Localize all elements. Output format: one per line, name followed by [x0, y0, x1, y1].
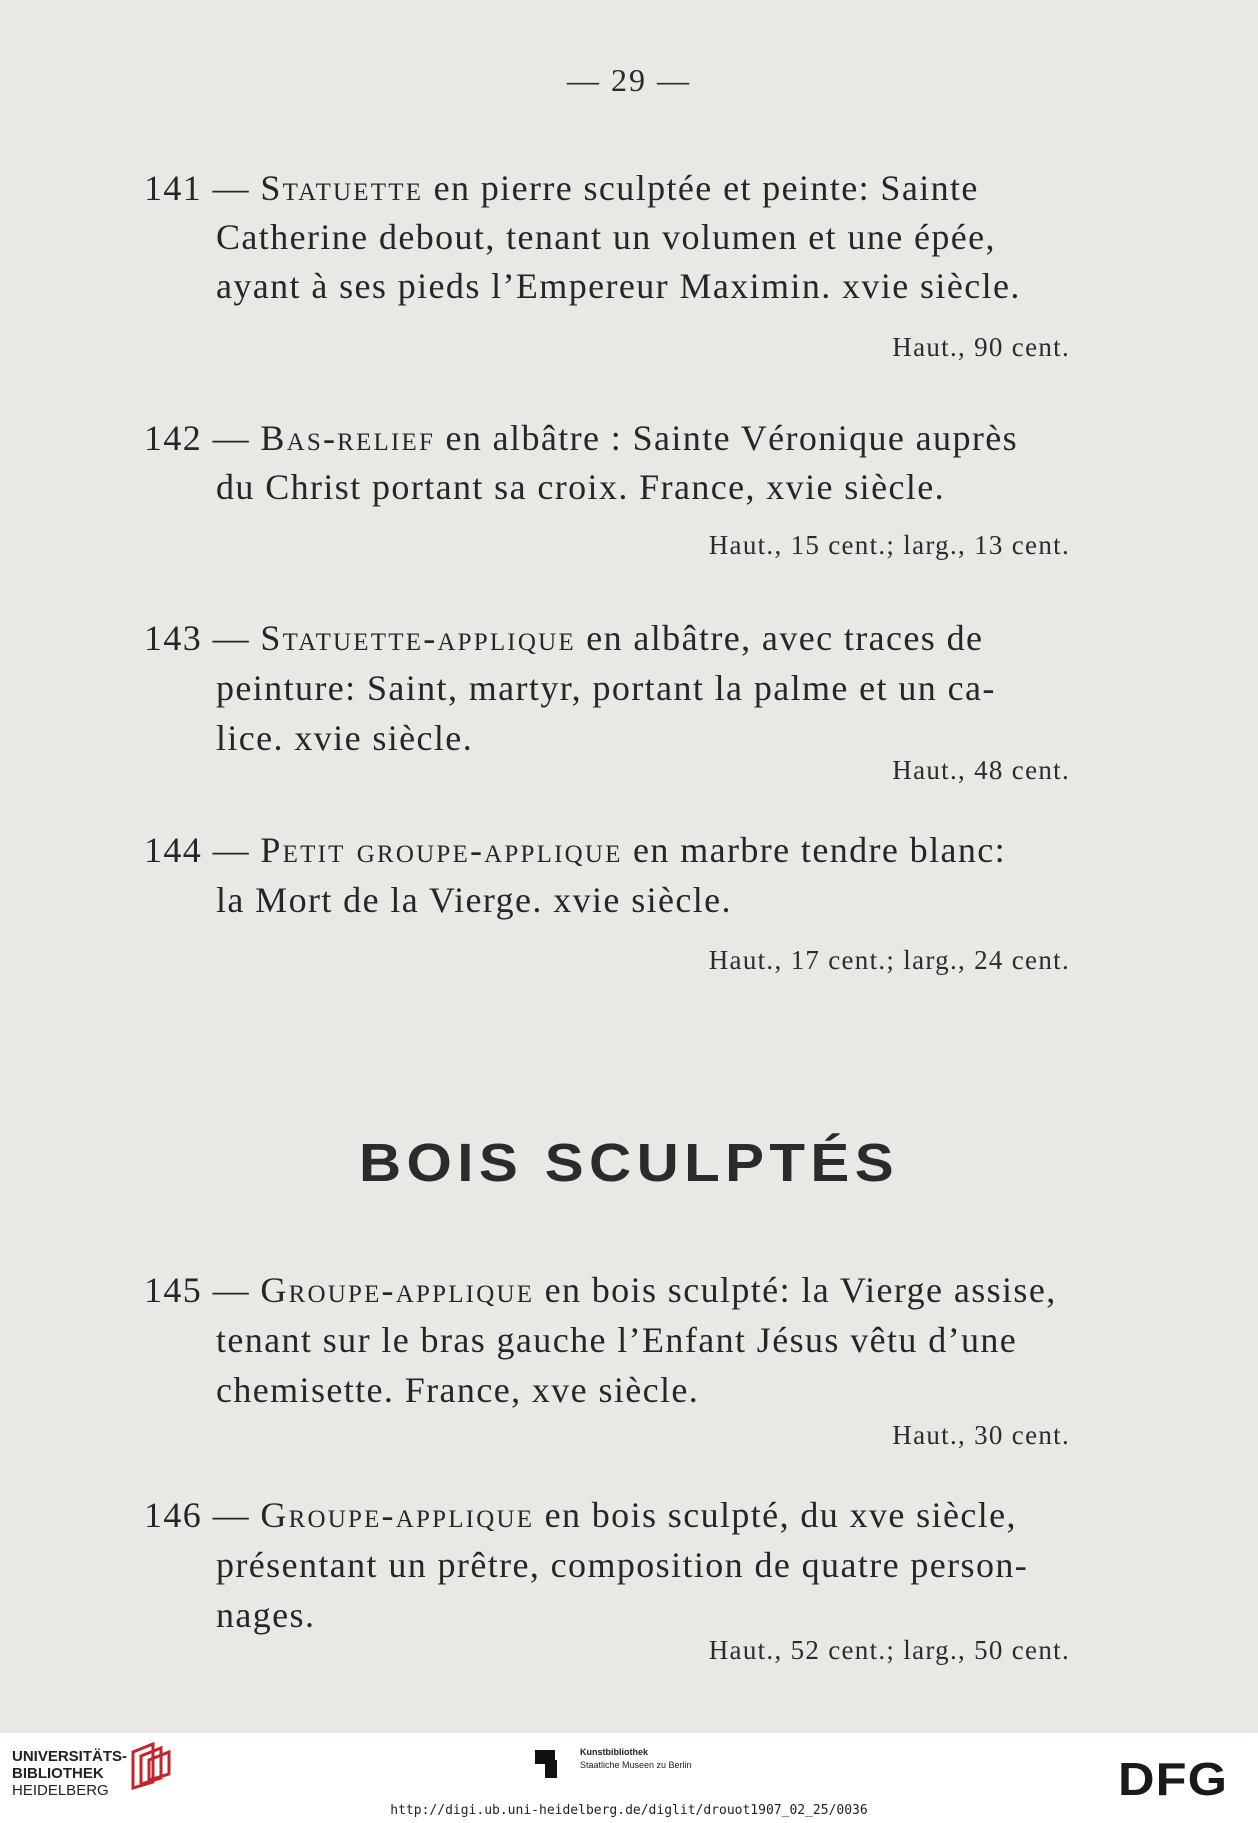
entry-text-line: tenant sur le bras gauche l’Enfant Jésus vêtu d’une [216, 1320, 1018, 1360]
entry-dimensions: Haut., 15 cent.; larg., 13 cent. [708, 530, 1070, 560]
entry-number: 142 [144, 418, 203, 458]
entry-first-line: 142 — Bas-relief en albâtre : Sainte Véronique auprès [144, 418, 1019, 458]
entry-number: 146 [144, 1495, 203, 1535]
entry-text: en pierre sculptée et peinte: Sainte [423, 168, 979, 208]
page-number: — 29 — [567, 62, 691, 98]
entry-head: Groupe-applique [260, 1270, 535, 1310]
library-line: HEIDELBERG [12, 1782, 109, 1799]
entry-head: Petit groupe-applique [260, 830, 623, 870]
entry-text-line: nages. [216, 1595, 316, 1635]
entry-dimensions: Haut., 48 cent. [892, 755, 1070, 785]
kb-name: Kunstbibliothek [580, 1747, 648, 1757]
entry-head: Bas-relief [260, 418, 436, 458]
entry-dimensions: Haut., 90 cent. [892, 332, 1070, 362]
dfg-logo: DFG [1118, 1753, 1229, 1805]
entry-text: en bois sculpté, du xve siècle, [534, 1495, 1017, 1535]
entry-head: Statuette-applique [260, 618, 576, 658]
entry-first-line: 141 — Statuette en pierre sculptée et peinte: Sainte [144, 168, 979, 208]
entry-text-line: chemisette. France, xve siècle. [216, 1370, 700, 1410]
library-line: UNIVERSITÄTS- [12, 1748, 128, 1765]
entry-dimensions: Haut., 17 cent.; larg., 24 cent. [708, 945, 1070, 975]
entry-text-line: Catherine debout, tenant un volumen et une épée, [216, 217, 996, 257]
entry-number: 143 [144, 618, 203, 658]
kunstbibliothek-text [580, 1746, 692, 1772]
entry-text-line: du Christ portant sa croix. France, xvie siècle. [216, 467, 946, 507]
entry-number: 141 [144, 168, 203, 208]
entry-text: en albâtre : Sainte Véronique auprès [435, 418, 1019, 458]
entry-text-line: lice. xvie siècle. [216, 718, 474, 758]
entry-head: Groupe-applique [260, 1495, 535, 1535]
kunstbibliothek-logo-icon [535, 1750, 571, 1780]
section-heading: BOIS SCULPTÉS [358, 1133, 900, 1193]
entry-text-line: présentant un prêtre, composition de quatre person- [216, 1545, 1029, 1585]
entry-head: Statuette [260, 168, 424, 208]
library-line: BIBLIOTHEK [12, 1765, 104, 1782]
entry-dimensions: Haut., 52 cent.; larg., 50 cent. [708, 1635, 1070, 1665]
entry-text-line: peinture: Saint, martyr, portant la palme et un ca- [216, 668, 996, 708]
entry-number: 144 [144, 830, 203, 870]
source-url[interactable]: http://digi.ub.uni-heidelberg.de/diglit/drouot1907_02_25/0036 [390, 1803, 868, 1818]
entry-first-line: 146 — Groupe-applique en bois sculpté, du xve siècle, [144, 1495, 1017, 1535]
kb-sub: Staatliche Museen zu Berlin [580, 1760, 692, 1770]
library-logo-text [12, 1748, 127, 1799]
entry-text: en bois sculpté: la Vierge assise, [534, 1270, 1057, 1310]
entry-text: en marbre tendre blanc: [622, 830, 1007, 870]
entry-first-line: 145 — Groupe-applique en bois sculpté: la Vierge assise, [144, 1270, 1057, 1310]
entry-number: 145 [144, 1270, 203, 1310]
entry-text-line: ayant à ses pieds l’Empereur Maximin. xvie siècle. [216, 266, 1021, 306]
entry-dimensions: Haut., 30 cent. [892, 1420, 1070, 1450]
entry-first-line: 144 — Petit groupe-applique en marbre tendre blanc: [144, 830, 1007, 870]
entry-text: en albâtre, avec traces de [575, 618, 984, 658]
entry-first-line: 143 — Statuette-applique en albâtre, avec traces de [144, 618, 984, 658]
entry-text-line: la Mort de la Vierge. xvie siècle. [216, 880, 732, 920]
library-emblem-icon [127, 1742, 175, 1790]
